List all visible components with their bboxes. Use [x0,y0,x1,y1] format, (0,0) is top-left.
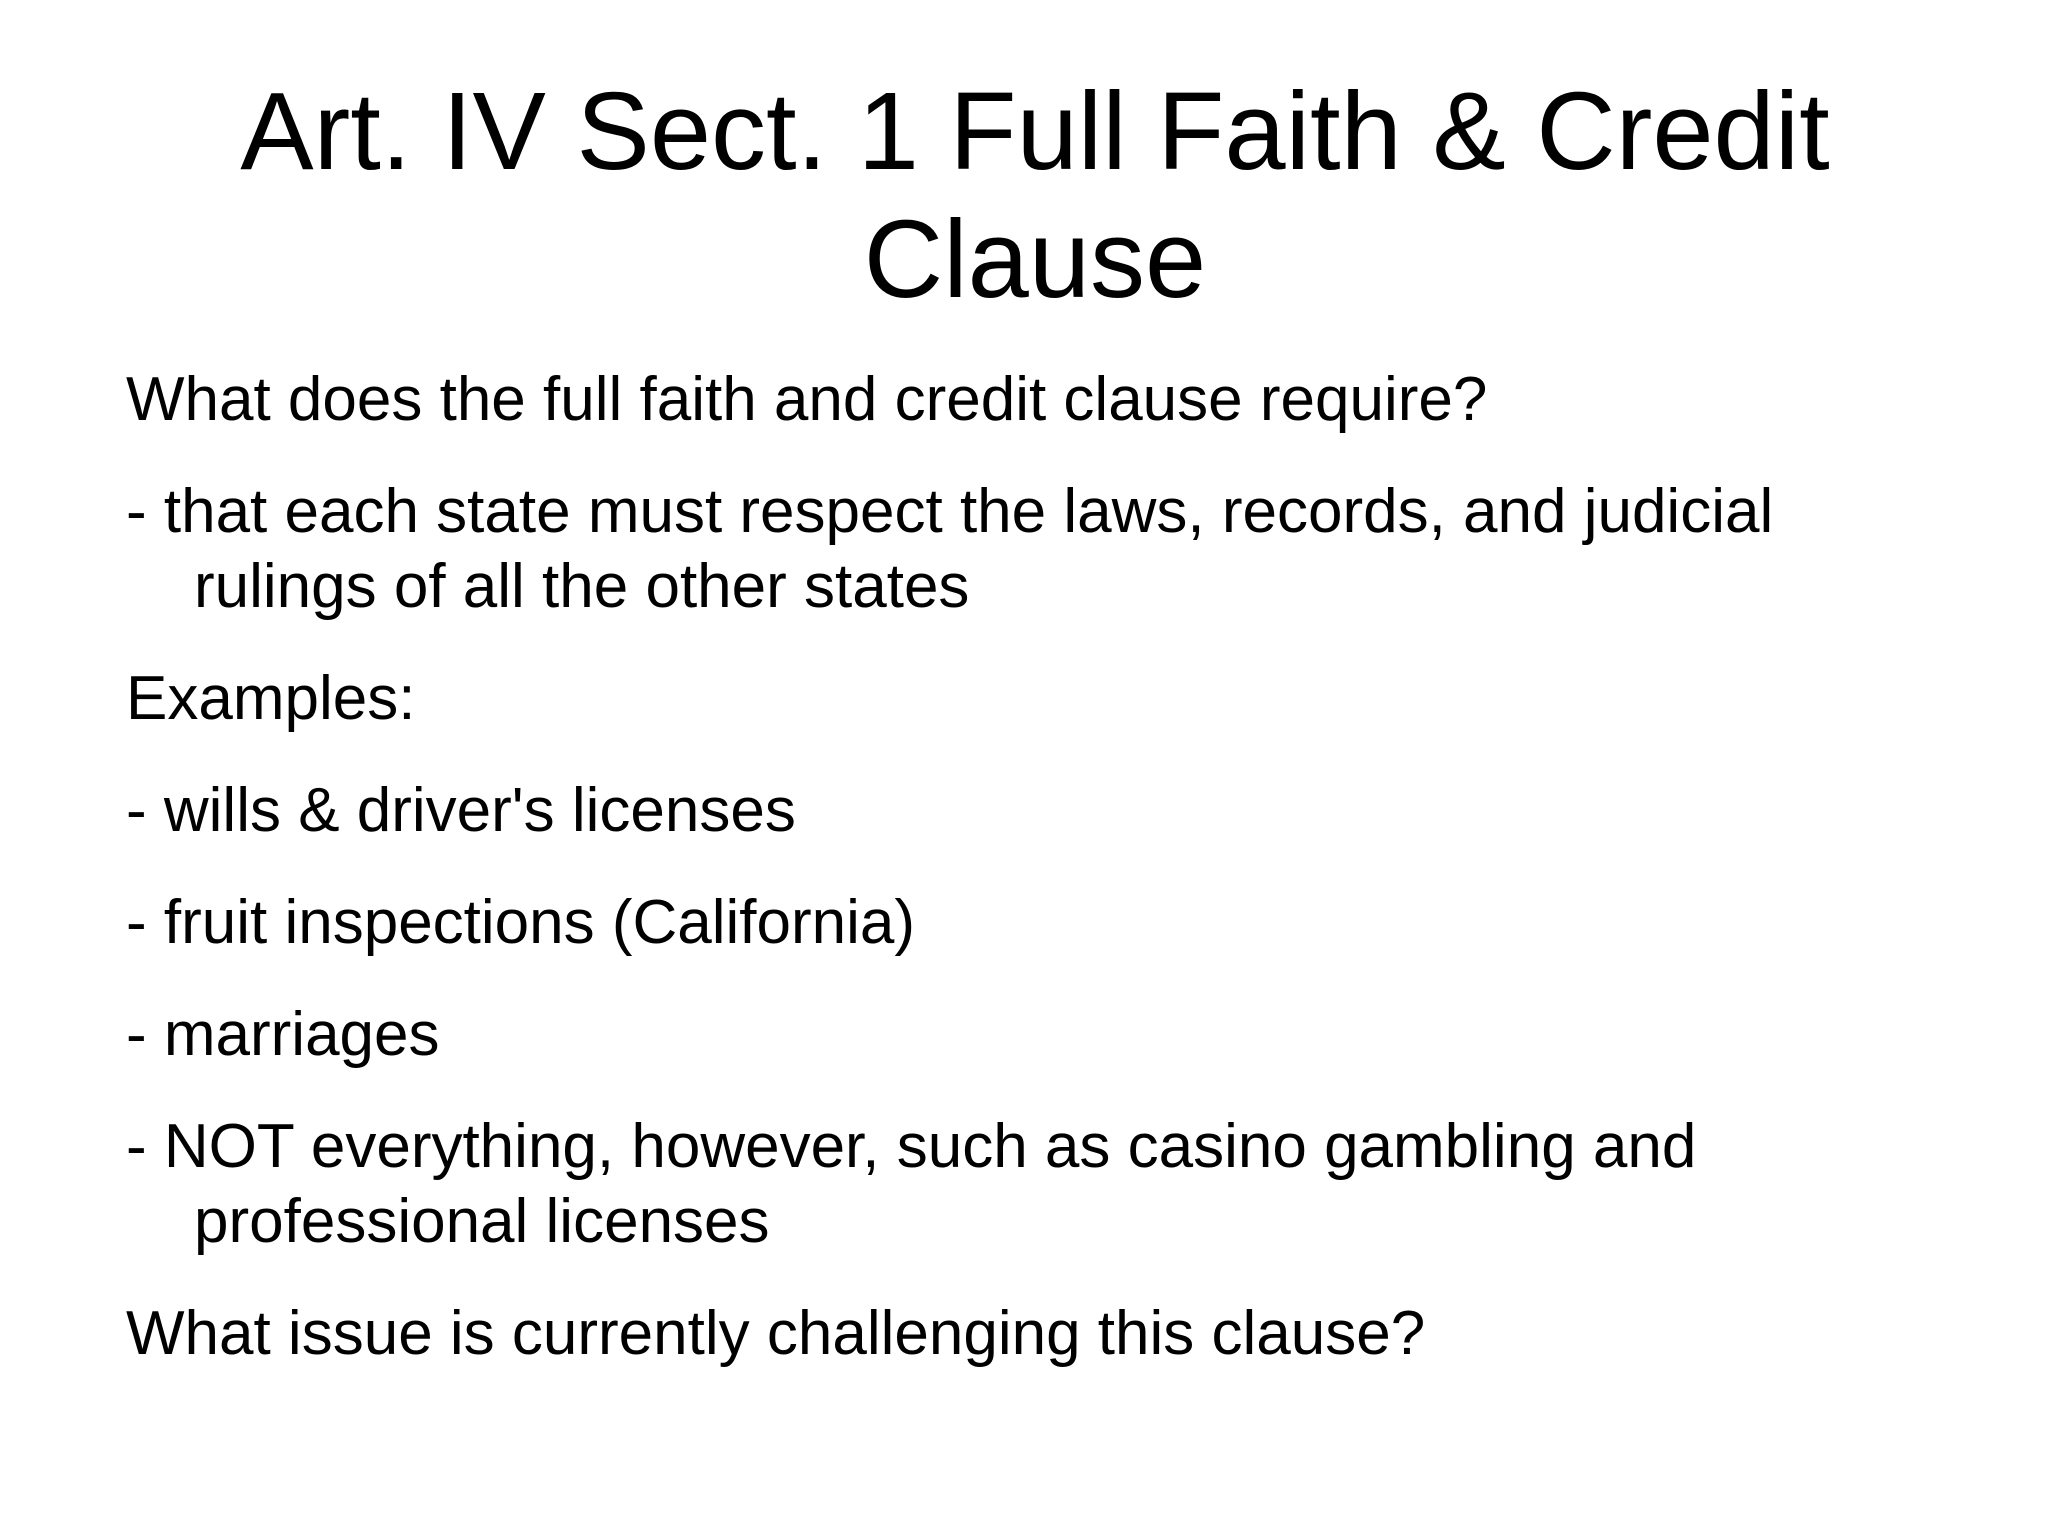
slide-title [120,68,1950,324]
example-wills-licenses: - wills & driver's licenses [126,776,796,845]
example-marriages: - marriages [126,1000,440,1069]
example-not-everything: - NOT everything, however, such as casino gambling and professional licenses [126,1112,1697,1256]
question-current-issue: What issue is currently challenging this clause? [126,1299,1426,1368]
examples-heading: Examples: [126,664,416,733]
slide-title-line-2: Clause [863,198,1207,321]
example-fruit-inspections: - fruit inspections (California) [126,888,916,957]
slide-title-line-1: Art. IV Sect. 1 Full Faith & Credit [240,70,1830,193]
question-full-faith: What does the full faith and credit clause require? [126,365,1488,434]
slide-body [126,362,1966,1408]
answer-respect-laws: - that each state must respect the laws, records, and judicial rulings of all the other states [126,477,1774,621]
